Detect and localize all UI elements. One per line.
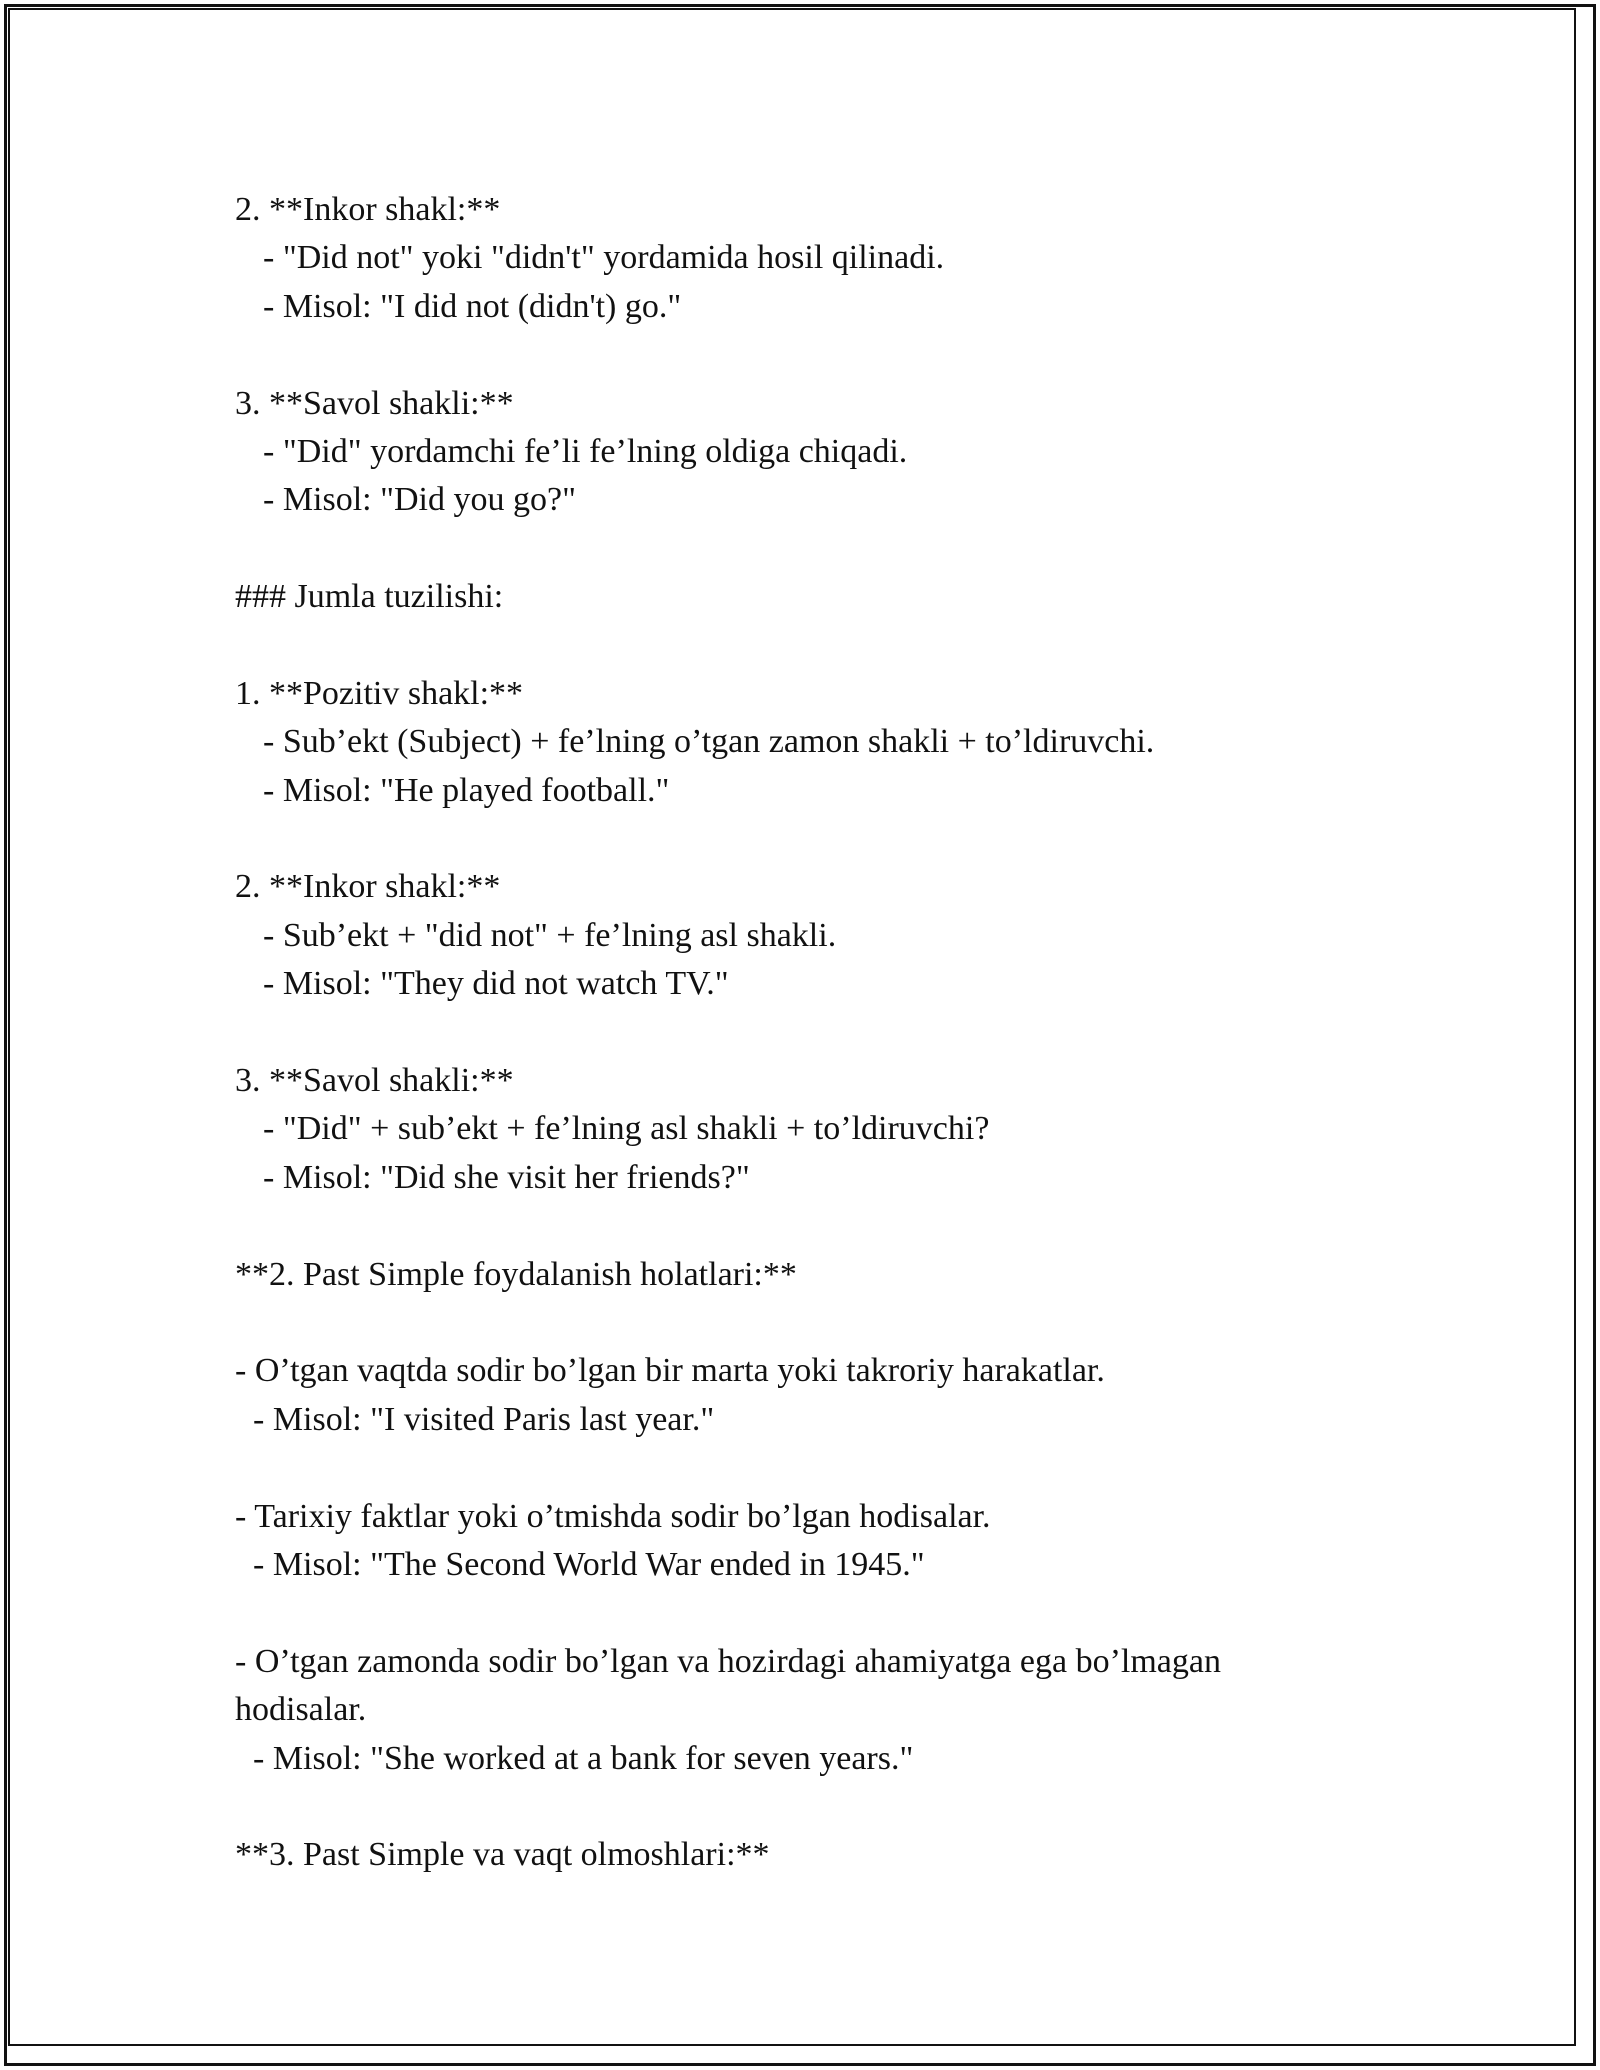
doc-line: hodisalar. bbox=[235, 1691, 367, 1729]
doc-line: - Misol: "She worked at a bank for seven years." bbox=[253, 1739, 914, 1777]
blank-line bbox=[235, 622, 1415, 670]
doc-line: - Misol: "Did she visit her friends?" bbox=[263, 1158, 750, 1196]
section-heading: **3. Past Simple va vaqt olmoshlari:** bbox=[235, 1836, 770, 1874]
blank-line bbox=[235, 1783, 1415, 1831]
doc-line: 1. **Pozitiv shakl:** bbox=[235, 674, 524, 712]
blank-line bbox=[235, 331, 1415, 379]
blank-line bbox=[235, 1444, 1415, 1492]
blank-line bbox=[235, 1009, 1415, 1057]
doc-line: 2. **Inkor shakl:** bbox=[235, 868, 501, 906]
doc-line: 3. **Savol shakli:** bbox=[235, 384, 514, 422]
doc-line: - Misol: "Did you go?" bbox=[263, 481, 576, 519]
doc-line: - Misol: "I did not (didn't) go." bbox=[263, 287, 682, 325]
doc-line: - "Did" + sub’ekt + fe’lning asl shakli + to’ldiruvchi? bbox=[263, 1110, 990, 1148]
doc-line: - "Did not" yoki "didn't" yordamida hosil qilinadi. bbox=[263, 239, 945, 277]
doc-line: - O’tgan zamonda sodir bo’lgan va hozirdagi ahamiyatga ega bo’lmagan bbox=[235, 1642, 1221, 1680]
doc-line: 2. **Inkor shakl:** bbox=[235, 191, 501, 228]
blank-line bbox=[235, 1589, 1415, 1637]
doc-line: - Misol: "He played football." bbox=[263, 771, 670, 809]
doc-line: - Sub’ekt (Subject) + fe’lning o’tgan zamon shakli + to’ldiruvchi. bbox=[263, 723, 1155, 761]
doc-line: - Misol: "The Second World War ended in 1945." bbox=[253, 1545, 925, 1583]
doc-line: - O’tgan vaqtda sodir bo’lgan bir marta yoki takroriy harakatlar. bbox=[235, 1352, 1105, 1390]
blank-line bbox=[235, 1202, 1415, 1250]
document-body bbox=[235, 186, 1415, 1880]
doc-line: - Misol: "They did not watch TV." bbox=[263, 965, 729, 1003]
doc-line: - Sub’ekt + "did not" + fe’lning asl shakli. bbox=[263, 916, 837, 954]
section-heading: ### Jumla tuzilishi: bbox=[235, 578, 504, 616]
blank-line bbox=[235, 525, 1415, 573]
doc-line: - Misol: "I visited Paris last year." bbox=[253, 1400, 715, 1438]
doc-line: - Tarixiy faktlar yoki o’tmishda sodir bo’lgan hodisalar. bbox=[235, 1497, 991, 1535]
blank-line bbox=[235, 815, 1415, 863]
blank-line bbox=[235, 1299, 1415, 1347]
doc-line: 3. **Savol shakli:** bbox=[235, 1062, 514, 1100]
section-heading: **2. Past Simple foydalanish holatlari:** bbox=[235, 1255, 797, 1293]
doc-line: - "Did" yordamchi fe’li fe’lning oldiga chiqadi. bbox=[263, 432, 908, 470]
